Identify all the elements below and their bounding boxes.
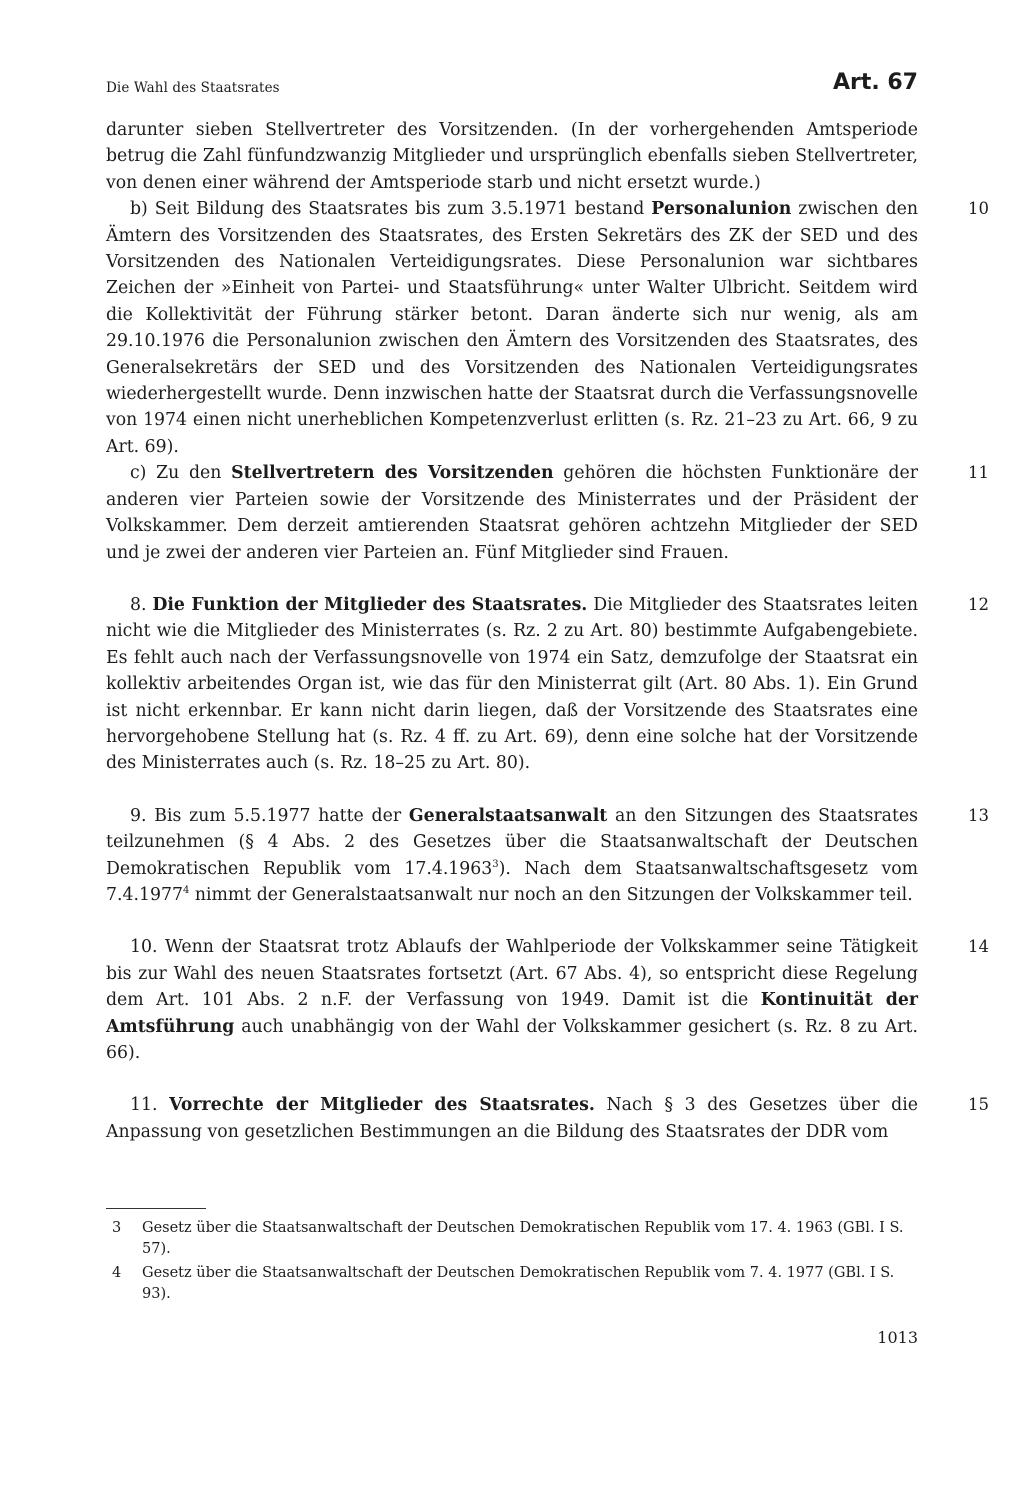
footnote-text: Gesetz über die Staatsanwaltschaft der Deutschen Demokratischen Republik vom 17. 4. 1963 (GBl. I S. 57). <box>142 1220 904 1257</box>
margin-number: 10 <box>968 199 989 219</box>
running-header <box>106 70 918 106</box>
paragraph-text <box>106 199 918 457</box>
text-run: nimmt der Generalstaatsanwalt nur noch an den Sitzungen der Volkskammer teil. <box>189 884 913 905</box>
margin-number: 12 <box>968 594 989 614</box>
bold-term: Generalstaatsanwalt <box>408 805 608 826</box>
footnote-text: Gesetz über die Staatsanwaltschaft der Deutschen Demokratischen Republik vom 7. 4. 1977 (GBl. I S. 93). <box>142 1265 895 1302</box>
margin-number: 14 <box>968 937 989 957</box>
text-run: auch unabhängig von der Wahl der Volkskammer gesichert (s. Rz. 8 zu Art. 66). <box>106 1016 918 1063</box>
paragraph-text <box>106 806 918 905</box>
margin-number: 15 <box>968 1095 989 1115</box>
margin-number: 13 <box>968 805 989 825</box>
text-run: zwischen den Ämtern des Vorsitzenden des Staatsrates, des Ersten Sekretärs des ZK der SED und des Vorsitzenden des Nationalen Verteidigungsrates. Diese Personalunion war sichtbares Zeichen der »Einheit von Partei- und Staatsführung« unter Walter Ulbricht. Seitdem wird die Kollektivität der Führung stärker betont. Daran änderte sich nur wenig, als am 29.10.1976 die Personalunion zwischen den Ämtern des Vorsitzenden des Staatsrates, des Generalsekretärs der SED und des Vorsitzenden des Nationalen Verteidigungsrates wiederhergestellt wurde. Denn inzwischen hatte der Staatsrat durch die Verfassungsnovelle von 1974 einen nicht unerheblichen Kompetenzverlust erlitten (s. Rz. 21–23 zu Art. 66, 9 zu Art. 69). <box>106 199 918 457</box>
text-run: Die Mitglieder des Staatsrates leiten nicht wie die Mitglieder des Ministerrates (s. Rz. 2 zu Art. 80) bestimmte Aufgabengebiete. Es fehlt auch nach der Verfassungsnovelle von 1974 ein Satz, demzufolge der Staatsrat ein kollektiv arbeitendes Organ ist, wie das für den Ministerrat gilt (Art. 80 Abs. 1). Ein Grund ist nicht erkennbar. Er kann nicht darin liegen, daß der Vorsitzende des Staatsrates eine hervorgehobene Stellung hat (s. Rz. 4 ff. zu Art. 69), denn eine solche hat der Vorsitzende des Ministerrates auch (s. Rz. 18–25 zu Art. 80). <box>106 594 918 774</box>
bold-term: Personalunion <box>651 199 792 220</box>
running-title: Die Wahl des Staatsrates <box>106 80 280 96</box>
paragraph-text <box>106 595 918 773</box>
text-run: 8. <box>130 594 153 615</box>
paragraph-text <box>106 1095 918 1141</box>
footnotes <box>106 1218 918 1308</box>
body-text <box>106 117 989 1145</box>
bold-term: Stellvertretern des Vorsitzenden <box>231 463 554 484</box>
paragraph-continuation <box>106 117 918 196</box>
paragraph-text <box>106 937 918 1063</box>
article-label: Art. 67 <box>832 70 918 95</box>
paragraph-personalunion <box>106 196 989 460</box>
paragraph-kontinuitaet <box>106 934 989 1066</box>
text-run: c) Zu den <box>130 463 232 484</box>
footnote-separator <box>106 1208 206 1209</box>
footnote-reference: 3 <box>492 858 499 870</box>
paragraph-text <box>106 463 918 562</box>
paragraph-vorrechte <box>106 1092 989 1145</box>
page-number: 1013 <box>877 1328 918 1347</box>
text-run: 11. <box>130 1095 170 1116</box>
text-run: b) Seit Bildung des Staatsrates bis zum 3.5.1971 bestand <box>130 199 652 220</box>
paragraph-generalstaatsanwalt <box>106 803 989 909</box>
text-run: an den Sitzungen des Staatsrates teilzunehmen (§ 4 Abs. 2 des Gesetzes über die Staatsanwaltschaft der Deutschen Demokratischen Republik vom 17.4.1963 <box>106 805 918 879</box>
footnote-mark: 3 <box>112 1220 122 1236</box>
text-run: 9. Bis zum 5.5.1977 hatte der <box>130 805 409 826</box>
paragraph-stellvertreter <box>106 460 989 566</box>
text-run: gehören die höchsten Funktionäre der anderen vier Parteien sowie der Vorsitzende des Ministerrates und der Präsident der Volkskammer. Dem derzeit amtierenden Staatsrat gehören achtzehn Mitglieder der SED und je zwei der anderen vier Parteien an. Fünf Mitglieder sind Frauen. <box>106 463 918 563</box>
bold-term: Die Funktion der Mitglieder des Staatsrates. <box>152 594 588 615</box>
bold-term: Kontinuität der Amtsführung <box>106 990 918 1037</box>
text-run: 10. Wenn der Staatsrat trotz Ablaufs der Wahlperiode der Volkskammer seine Tätigkeit bis zur Wahl des neuen Staatsrates fortsetzt (Art. 67 Abs. 4), so entspricht diese Regelung dem Art. 101 Abs. 2 n.F. der Verfassung von 1949. Damit ist die <box>106 937 918 1011</box>
footnote-reference: 4 <box>182 884 190 896</box>
margin-number: 11 <box>968 463 989 483</box>
text-run: darunter sieben Stellvertreter des Vorsitzenden. (In der vorhergehenden Amtsperiode betrug die Zahl fünfundzwanzig Mitglieder und ursprünglich ebenfalls sieben Stellvertreter, von denen einer während der Amtsperiode starb und nicht ersetzt wurde.) <box>106 120 918 193</box>
footnote-mark: 4 <box>112 1265 122 1281</box>
footnote <box>106 1218 918 1260</box>
text-run: Nach § 3 des Gesetzes über die Anpassung von gesetzlichen Bestimmungen an die Bildung des Staatsrates der DDR vom <box>106 1095 918 1142</box>
paragraph-funktion <box>106 592 989 777</box>
bold-term: Vorrechte der Mitglieder des Staatsrates. <box>169 1095 595 1116</box>
paragraph-text <box>106 120 918 193</box>
text-run: ). Nach dem Staatsanwaltschaftsgesetz vom 7.4.1977 <box>106 858 918 905</box>
footnote <box>106 1263 918 1305</box>
